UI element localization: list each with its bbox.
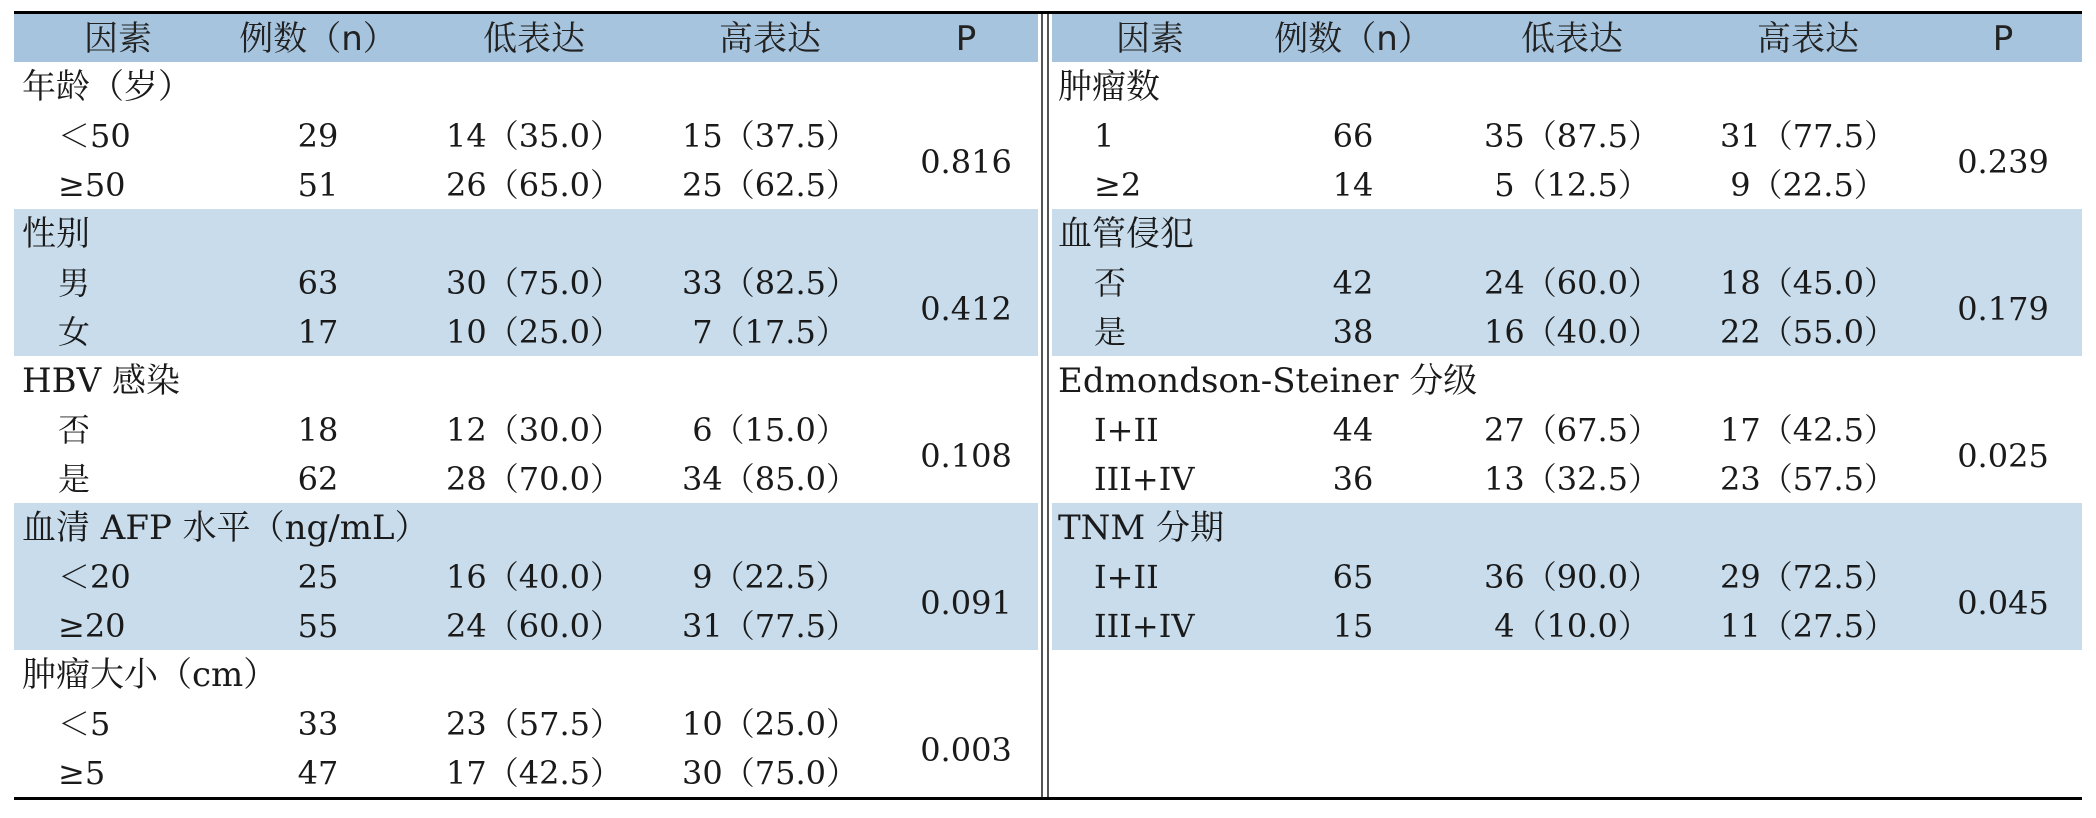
column-header-left-4: P [955, 19, 977, 59]
high-expression-cell: 15（37.5） [682, 117, 858, 155]
row-label: I+II [1094, 411, 1159, 449]
low-expression-cell: 27（67.5） [1484, 411, 1660, 449]
low-expression-cell: 23（57.5） [446, 705, 622, 743]
high-expression-cell: 17（42.5） [1720, 411, 1896, 449]
high-expression-cell: 22（55.0） [1720, 313, 1896, 351]
count-cell: 63 [297, 264, 339, 302]
low-expression-cell: 5（12.5） [1494, 166, 1650, 204]
count-cell: 36 [1332, 460, 1374, 498]
low-expression-cell: 16（40.0） [1484, 313, 1660, 351]
group-title: 血清 AFP 水平（ng/mL） [22, 508, 429, 548]
group-title: HBV 感染 [22, 361, 180, 401]
high-expression-cell: 6（15.0） [692, 411, 848, 449]
row-label: 1 [1094, 117, 1115, 155]
count-cell: 14 [1332, 166, 1374, 204]
column-header-left-1: 例数（n） [239, 19, 397, 59]
count-cell: 17 [297, 313, 339, 351]
low-expression-cell: 10（25.0） [446, 313, 622, 351]
row-label: ≥20 [58, 607, 126, 645]
low-expression-cell: 24（60.0） [446, 607, 622, 645]
p-value-cell: 0.179 [1957, 289, 2049, 328]
group-title: 血管侵犯 [1058, 214, 1194, 254]
high-expression-cell: 31（77.5） [1720, 117, 1896, 155]
low-expression-cell: 36（90.0） [1484, 558, 1660, 596]
count-cell: 29 [297, 117, 339, 155]
column-header-left-0: 因素 [84, 19, 152, 59]
high-expression-cell: 25（62.5） [682, 166, 858, 204]
p-value-cell: 0.239 [1957, 142, 2049, 181]
row-label: III+IV [1094, 460, 1195, 498]
column-header-left-3: 高表达 [719, 19, 821, 59]
low-expression-cell: 16（40.0） [446, 558, 622, 596]
bottom-rule [14, 797, 2082, 800]
row-label: ≥5 [58, 754, 106, 792]
low-expression-cell: 17（42.5） [446, 754, 622, 792]
low-expression-cell: 26（65.0） [446, 166, 622, 204]
low-expression-cell: 35（87.5） [1484, 117, 1660, 155]
count-cell: 65 [1332, 558, 1374, 596]
high-expression-cell: 29（72.5） [1720, 558, 1896, 596]
row-label: 否 [1094, 264, 1127, 302]
count-cell: 18 [297, 411, 339, 449]
column-header-right-3: 高表达 [1757, 19, 1859, 59]
count-cell: 62 [297, 460, 339, 498]
high-expression-cell: 34（85.0） [682, 460, 858, 498]
row-label: 是 [1094, 313, 1127, 351]
high-expression-cell: 18（45.0） [1720, 264, 1896, 302]
count-cell: 38 [1332, 313, 1374, 351]
row-label: I+II [1094, 558, 1159, 596]
column-header-right-2: 低表达 [1521, 19, 1623, 59]
group-title: 性别 [22, 214, 90, 254]
high-expression-cell: 33（82.5） [682, 264, 858, 302]
high-expression-cell: 23（57.5） [1720, 460, 1896, 498]
count-cell: 25 [297, 558, 339, 596]
low-expression-cell: 30（75.0） [446, 264, 622, 302]
p-value-cell: 0.816 [920, 142, 1012, 181]
p-value-cell: 0.108 [920, 436, 1012, 475]
low-expression-cell: 28（70.0） [446, 460, 622, 498]
high-expression-cell: 30（75.0） [682, 754, 858, 792]
high-expression-cell: 31（77.5） [682, 607, 858, 645]
high-expression-cell: 11（27.5） [1720, 607, 1896, 645]
p-value-cell: 0.025 [1957, 436, 2049, 475]
row-label: ≥2 [1094, 166, 1142, 204]
p-value-cell: 0.412 [920, 289, 1012, 328]
group-title: 肿瘤大小（cm） [22, 655, 278, 695]
row-label: ＜50 [58, 117, 131, 155]
count-cell: 47 [297, 754, 339, 792]
column-header-left-2: 低表达 [483, 19, 585, 59]
count-cell: 42 [1332, 264, 1374, 302]
count-cell: 55 [297, 607, 339, 645]
row-label: 男 [58, 264, 91, 302]
row-label: III+IV [1094, 607, 1195, 645]
count-cell: 33 [297, 705, 339, 743]
p-value-cell: 0.003 [920, 730, 1012, 769]
low-expression-cell: 24（60.0） [1484, 264, 1660, 302]
row-label: ＜5 [58, 705, 111, 743]
divider-line [1041, 14, 1043, 797]
high-expression-cell: 10（25.0） [682, 705, 858, 743]
group-title: 年龄（岁） [22, 67, 192, 107]
low-expression-cell: 12（30.0） [446, 411, 622, 449]
p-value-cell: 0.045 [1957, 583, 2049, 622]
low-expression-cell: 13（32.5） [1484, 460, 1660, 498]
row-label: 女 [58, 313, 91, 351]
high-expression-cell: 9（22.5） [1730, 166, 1886, 204]
count-cell: 66 [1332, 117, 1374, 155]
count-cell: 51 [297, 166, 339, 204]
p-value-cell: 0.091 [920, 583, 1012, 622]
column-header-right-1: 例数（n） [1274, 19, 1432, 59]
row-label: 是 [58, 460, 91, 498]
low-expression-cell: 4（10.0） [1494, 607, 1650, 645]
column-header-right-0: 因素 [1116, 19, 1184, 59]
group-title: 肿瘤数 [1058, 67, 1160, 107]
divider-line [1047, 14, 1049, 797]
count-cell: 44 [1332, 411, 1374, 449]
column-header-right-4: P [1992, 19, 2014, 59]
group-title: TNM 分期 [1058, 508, 1225, 548]
high-expression-cell: 7（17.5） [692, 313, 848, 351]
group-title: Edmondson-Steiner 分级 [1058, 361, 1478, 401]
low-expression-cell: 14（35.0） [446, 117, 622, 155]
row-label: ＜20 [58, 558, 131, 596]
row-label: ≥50 [58, 166, 126, 204]
row-label: 否 [58, 411, 91, 449]
high-expression-cell: 9（22.5） [692, 558, 848, 596]
count-cell: 15 [1332, 607, 1374, 645]
